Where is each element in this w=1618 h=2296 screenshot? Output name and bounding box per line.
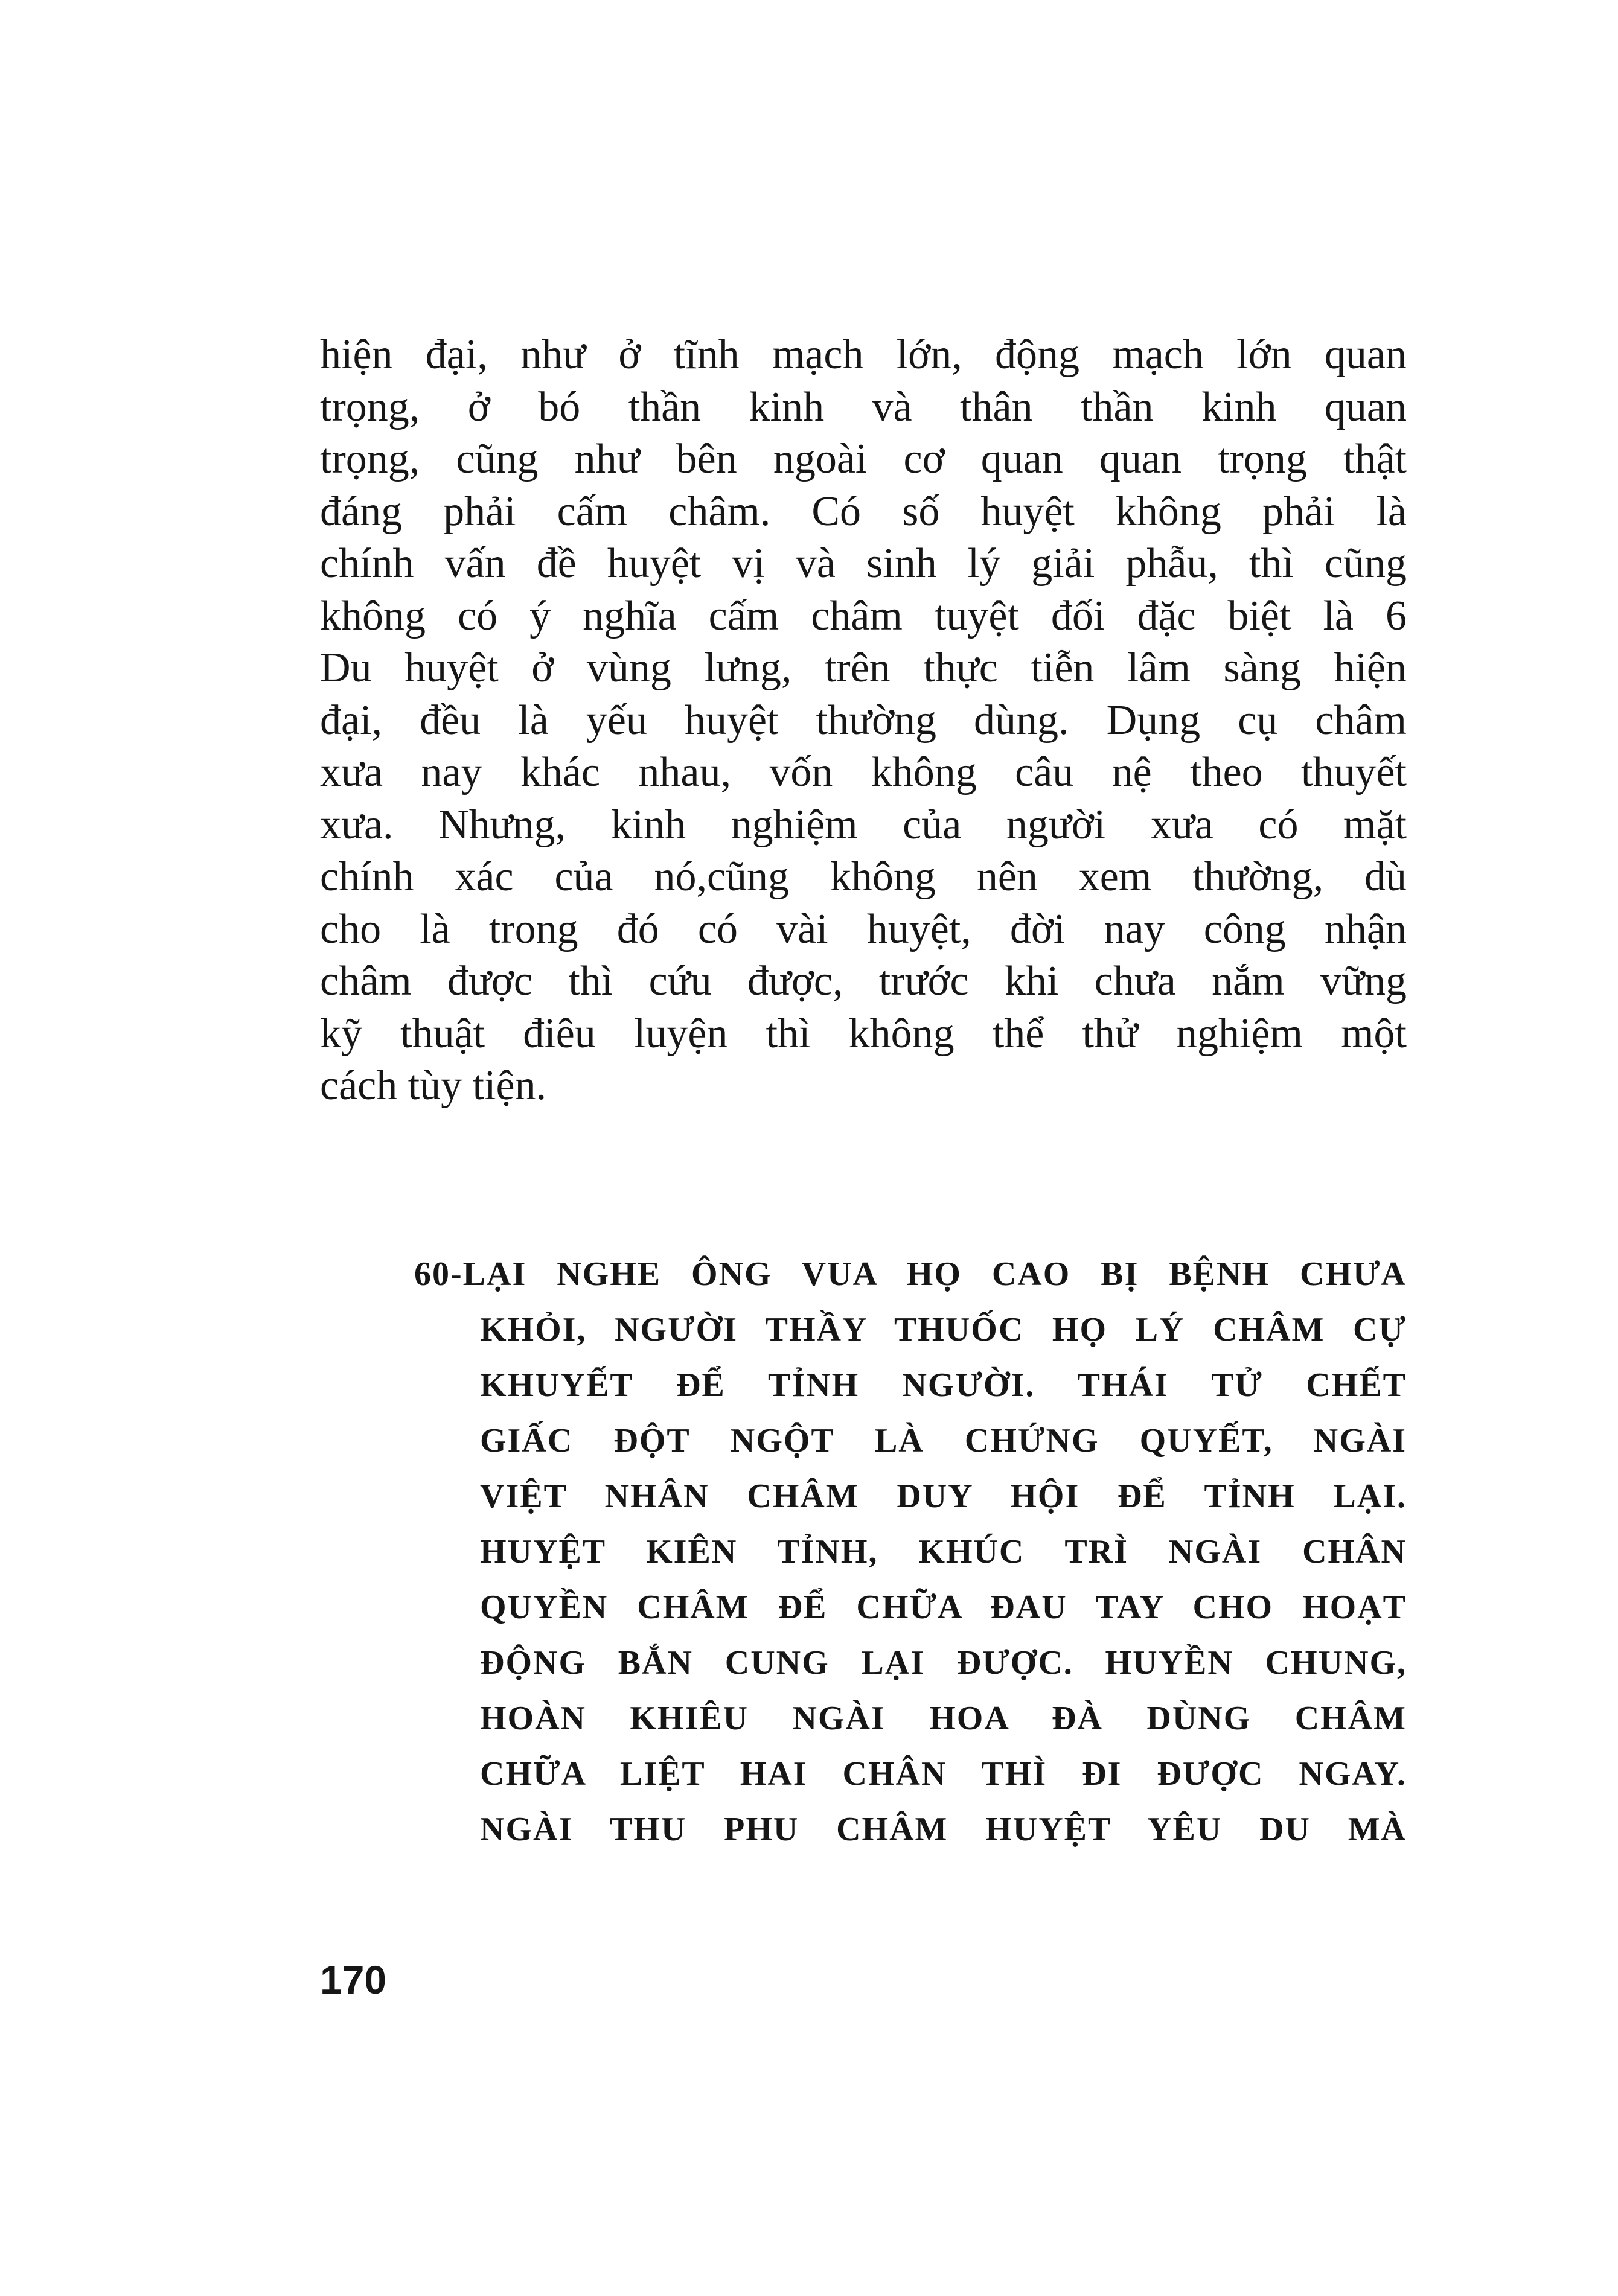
body-line: chính xác của nó,cũng không nên xem thường, dù: [320, 853, 1407, 900]
body-line: trọng, ở bó thần kinh và thân thần kinh quan: [320, 383, 1407, 430]
body-line: đáng phải cấm châm. Có số huyệt không phải là: [320, 488, 1407, 535]
heading-line: 60-LẠI NGHE ÔNG VUA HỌ CAO BỊ BỆNH CHƯA: [414, 1255, 1407, 1293]
body-line: hiện đại, như ở tĩnh mạch lớn, động mạch lớn quan: [320, 331, 1407, 378]
section-heading-60: [414, 1246, 1407, 1857]
heading-line: VIỆT NHÂN CHÂM DUY HỘI ĐỂ TỈNH LẠI.: [480, 1478, 1407, 1515]
body-line: cho là trong đó có vài huyệt, đời nay công nhận: [320, 905, 1407, 952]
body-line: không có ý nghĩa cấm châm tuyệt đối đặc biệt là 6: [320, 592, 1407, 639]
heading-line: CHỮA LIỆT HAI CHÂN THÌ ĐI ĐƯỢC NGAY.: [480, 1755, 1407, 1793]
heading-line: GIẤC ĐỘT NGỘT LÀ CHỨNG QUYẾT, NGÀI: [480, 1422, 1407, 1459]
body-paragraph: [320, 329, 1407, 1112]
heading-line: KHỎI, NGƯỜI THẦY THUỐC HỌ LÝ CHÂM CỰ: [480, 1311, 1407, 1348]
heading-line: HUYỆT KIÊN TỈNH, KHÚC TRÌ NGÀI CHÂN: [480, 1533, 1407, 1571]
heading-line: HOÀN KHIÊU NGÀI HOA ĐÀ DÙNG CHÂM: [480, 1700, 1407, 1737]
body-line: chính vấn đề huyệt vị và sinh lý giải phẫu, thì cũng: [320, 540, 1407, 587]
body-line: Du huyệt ở vùng lưng, trên thực tiễn lâm sàng hiện: [320, 645, 1407, 691]
page-number: 170: [320, 1957, 387, 2002]
body-line: cách tùy tiện.: [320, 1062, 547, 1109]
body-line: châm được thì cứu được, trước khi chưa nắm vững: [320, 958, 1407, 1004]
body-line: xưa nay khác nhau, vốn không câu nệ theo thuyết: [320, 749, 1407, 796]
body-line: đại, đều là yếu huyệt thường dùng. Dụng cụ châm: [320, 697, 1407, 744]
heading-line: KHUYẾT ĐỂ TỈNH NGƯỜI. THÁI TỬ CHẾT: [480, 1366, 1407, 1404]
heading-line: QUYỀN CHÂM ĐỂ CHỮA ĐAU TAY CHO HOẠT: [480, 1589, 1407, 1626]
body-line: kỹ thuật điêu luyện thì không thể thử nghiệm một: [320, 1010, 1407, 1057]
heading-line: NGÀI THU PHU CHÂM HUYỆT YÊU DU MÀ: [480, 1811, 1407, 1848]
body-line: xưa. Nhưng, kinh nghiệm của người xưa có mặt: [320, 801, 1407, 848]
heading-line: ĐỘNG BẮN CUNG LẠI ĐƯỢC. HUYỀN CHUNG,: [480, 1644, 1407, 1682]
body-line: trọng, cũng như bên ngoài cơ quan quan trọng thật: [320, 436, 1407, 482]
